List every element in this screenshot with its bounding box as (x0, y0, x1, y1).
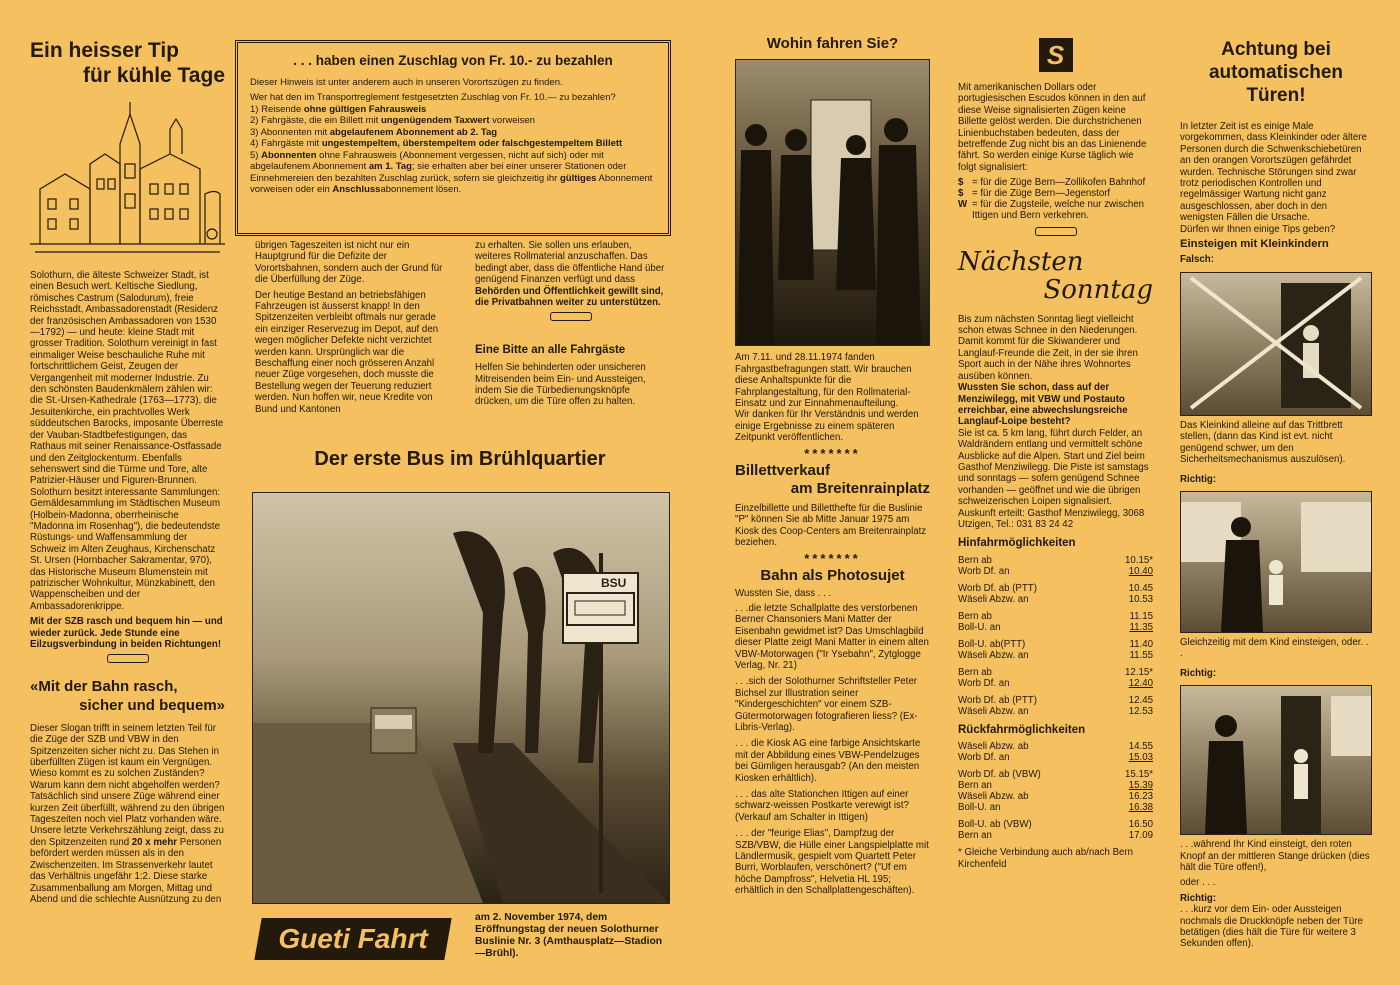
timetable-station: Worb Df. an (958, 565, 1010, 577)
caption-richtig-3: . . .kurz vor dem Ein- oder Aussteigen nochmals die Druckknöpfe neben der Türe betätigen (dies hält die Türe für weitere 3 Sekunden offen). (1180, 904, 1363, 950)
photo-richtig-2 (1180, 685, 1372, 835)
timetable-row (958, 555, 1153, 566)
timetable-row (958, 791, 1153, 802)
slogan-text2: Tatsächlich sind unsere Züge während einer kurzen Zeit überfüllt, während zu den übrigen Tageszeiten noch viel Platz vorhanden wäre. Unsere letzte Verkehrszählung zeigt, dass zu den Spitzenzeiten rund 20 x mehr Personen befördert werden müssen als in den Zwischenzeiten. Im Strassenverkehr lautet das Verhältnis ungefähr 1:2. Diese starke Zusammenballung am Morgen, Mittag und Abend und die schlechte Ausnützung zu den (30, 791, 225, 905)
timetable-station: Worb Df. ab (VBW) (958, 769, 1041, 781)
timetable-station: Bern ab (958, 666, 992, 678)
timetable-time: 11.35 (1129, 621, 1153, 633)
timetable-time: 11.55 (1129, 649, 1153, 661)
timetable-time: 16.23 (1128, 791, 1153, 803)
photosujet-item: . . . der "feurige Elias", Dampfzug der SZB/VBW, die Hülle einer Langspielplatte mit Ländlermusik, gespielt vom Quartett Peter Burri, Worblaufen, verschönert? ("Uf em höche Dampfross", Helvetia HL 195; erhältlich in den Schallplattengeschäften). (735, 828, 929, 897)
solothurn-text: Solothurn, die älteste Schweizer Stadt, ist einen Besuch wert. Keltische Siedlung, römisches Castrum (Salodurum), freie Reichsstadt, Ambassadorenstadt (Residenz der französischen Ambassadoren von 1530—1792) — und heute: kleine Stadt mit grosser Tradition. Solothurn vereinigt in fast einmaliger Weise beschauliche Ruhe mit fortschrittlichem Geist, Zeugen der Vergangenheit mit moderner Industrie. Zu den schönsten Baudenkmälern zählen wir: die St.-Ursen-Kathedrale (1763—1773), die Jesuitenkirche, ein prachtvolles Werk süddeutschen Barocks, imposante Überreste der Vauban-Stadtbefestigungen, das Rathaus mit seiner Renaissance-Ostfassade und den Zeitglockenturm. Ebenfalls sehenswert sind die Türme und Tore, alte Patrizier-Häuser und Figuren-Brunnen. Solothurn besitzt interessante Sammlungen: Gemäldesammlung im Städtischen Museum (Holbein-Madonna, oberrheinische "Madonna im Rosenhag"), die bedeutendste Rüstungs- und Waffensammlung der Schweiz im Alten Zeughaus, Kirchenschatz St. Ursen (Hornbacher Sakramentar, 970), das Historische Museum Blumenstein mit patrizischer Wohnkultur, Münzkabinett, den Wappenscheiben und der Ambassadorenkrippe. (30, 270, 224, 612)
timetable-time: 10.15* (1124, 554, 1153, 566)
slogan-title2: sicher und bequem» (79, 696, 225, 714)
timetable-time: 16.38 (1128, 802, 1153, 814)
timetable-station: Worb Df. ab (PTT) (958, 582, 1037, 594)
timetable-row (958, 780, 1153, 791)
signal-text: Mit amerikanischen Dollars oder portugiesischen Escudos können in den auf diese Weise signalisierten Zügen keine Billette gelöst werden. Die durchstrichenen Linienbuchstaben bedeuten, dass der betreffende Zug nicht bis an das Linienende fährt. So werden einige Kurse täglich wie folgt signalisiert: (958, 82, 1147, 173)
wohin-title: Wohin fahren Sie? (766, 35, 899, 52)
tueren-subtitle: Einsteigen mit Kleinkindern (1180, 238, 1329, 251)
stars-1: ******* (804, 445, 861, 461)
timetable-time: 10.53 (1128, 593, 1153, 605)
column-wohin (735, 35, 930, 902)
timetable-station: Wäseli Abzw. ab (958, 741, 1029, 753)
tueren-text: In letzter Zeit ist es einige Male vorgekommen, dass Kleinkinder oder ältere Personen durch die Schwenkschiebetüren an den orangen Vorortszügen gefährdet wurden. Technische Störungen sind zwar trotz periodischen Kontrollen und regelmässiger Wartung nicht ganz ausgeschlossen, aber doch in den wenigsten Fällen die Ursache. Dürfen wir Ihnen einige Tips geben? (1180, 121, 1367, 235)
timetable-station: Wäseli Abzw. ab (958, 791, 1029, 803)
dollar-logo: S (1039, 38, 1073, 72)
label-richtig-3: Richtig: (1180, 892, 1217, 904)
timetable-station: Wäseli Abzw. an (958, 593, 1029, 605)
timetable-row (958, 622, 1153, 633)
hinfahrt-table (958, 555, 1153, 717)
sonntag-text: Bis zum nächsten Sonntag liegt vielleicht schon etwas Schnee in den Niederungen. Damit kommt für die Skiwanderer und Langlauf-Freunde die Zeit, in der sie ihren Sport auch in der Nähe ihres Wohnortes ausüben können. (958, 313, 1138, 382)
timetable-station: Boll-U. an (958, 621, 1001, 633)
timetable-row (958, 752, 1153, 763)
caption-richtig-2: . . .während Ihr Kind einsteigt, den roten Knopf an der mittleren Stange drücken (dies hält die Türe offen!), (1180, 839, 1370, 873)
column-tueren (1180, 38, 1372, 954)
bus-caption: am 2. November 1974, dem Eröffnungstag der neuen Solothurner Buslinie Nr. 3 (Amthausplatz—Stadion—Brühl). (475, 912, 663, 959)
notice-question: Wer hat den im Transportreglement festgesetzten Zuschlag von Fr. 10.— zu bezahlen? (250, 92, 616, 103)
timetable-time: 16.50 (1128, 819, 1153, 831)
script-sonntag: Sonntag (1043, 274, 1153, 305)
notice-item-2: 2) Fahrgäste, die ein Billett mit ungenügendem Taxwert vorweisen (250, 115, 535, 126)
timetable-row (958, 566, 1153, 577)
timetable-time: 14.55 (1128, 741, 1153, 753)
timetable-station: Bern ab (958, 554, 992, 566)
timetable-station: Worb Df. an (958, 752, 1010, 764)
timetable-time: 10.40 (1128, 565, 1153, 577)
timetable-row (958, 577, 1153, 594)
hinfahrt-title: Hinfahrmöglichkeiten (958, 537, 1076, 550)
timetable-row (958, 661, 1153, 678)
column-bestand (255, 240, 448, 419)
label-richtig: Richtig: (1180, 473, 1217, 485)
column-solothurn (30, 38, 225, 905)
timetable-time: 12.40 (1128, 677, 1153, 689)
label-richtig-2: Richtig: (1180, 667, 1217, 679)
label-falsch: Falsch: (1180, 254, 1214, 266)
timetable-row (958, 594, 1153, 605)
notice-item-4: 4) Fahrgäste mit ungestempeltem, überstempeltem oder falschgestempeltem Billett (250, 138, 623, 149)
timetable-station: Worb Df. ab (PTT) (958, 694, 1037, 706)
bus-photo (252, 492, 670, 904)
photosujet-item: . . . die Kiosk AG eine farbige Ansichtskarte mit der Abbildung eines VBW-Pendelzuges bei Gümligen herausgab? (An den meisten Kiosken erhältlich). (735, 738, 921, 784)
timetable-time: 10.45 (1128, 582, 1153, 594)
photo-falsch (1180, 272, 1372, 416)
solothurn-bold: Mit der SZB rasch und bequem hin — und wieder zurück. Jede Stunde eine Eilzugsverbindung in beiden Richtungen! (30, 616, 223, 650)
timetable-row (958, 633, 1153, 650)
script-naechsten: Nächsten (958, 246, 1084, 277)
timetable-station: Boll-U. ab (VBW) (958, 819, 1032, 831)
timetable-station: Bern an (958, 780, 992, 792)
photosujet-item: . . . das alte Stationchen Ittigen auf einer schwarz-weissen Postkarte verewigt ist? (Verkauf am Schalter in Ittigen) (735, 789, 909, 823)
timetable-time: 11.40 (1129, 638, 1153, 650)
timetable-station: Wäseli Abzw. an (958, 649, 1029, 661)
sonntag-text2: Sie ist ca. 5 km lang, führt durch Felder, an Waldrändern entlang und vermittelt schöne Ausblicke auf die Alpen. Start und Ziel beim Gasthof Menziwilegg. Die Piste ist samstags und sonntags — sofern genügend Schnee vorhanden — geöffnet und wie die übrigen schweizerischen Loipen signalisiert. (958, 427, 1149, 508)
timetable-station: Wäseli Abzw. an (958, 705, 1029, 717)
wohin-text: Am 7.11. und 28.11.1974 fanden Fahrgastbefragungen statt. Wir brauchen diese Anhaltspunkte für die Fahrplangestaltung, für den Rollmaterial-Einsatz und zur Einnahmenaufteilung. Wir danken für Ihr Verständnis und werden einige Ergebnisse zu einem späteren Zeitpunkt veröffentlichen. (735, 352, 919, 444)
timetable-time: 12.45 (1128, 694, 1153, 706)
timetable-time: 12.53 (1128, 705, 1153, 717)
bus-title: Der erste Bus im Brühlquartier (314, 448, 606, 470)
tueren-title1: Achtung bei (1221, 39, 1331, 60)
timetable-station: Boll-U. ab(PTT) (958, 638, 1026, 650)
timetable-row (958, 802, 1153, 813)
label-oder: oder . . . (1180, 877, 1216, 889)
bitte-text: Helfen Sie behinderten oder unsicheren Mitreisenden beim Ein- und Aussteigen, indem Sie die Türbedienungsknöpfe drücken, um die Türe offen zu halten. (475, 362, 646, 408)
timetable-time: 11.15 (1129, 610, 1153, 622)
timetable-row (958, 689, 1153, 706)
column-bitte (475, 240, 667, 412)
caption-falsch: Das Kleinkind alleine auf das Trittbrett stellen, (dann das Kind ist evt. nicht genügend schwer, um den Sicherheitsmechanismus auszulösen). (1180, 419, 1346, 466)
bitte-text1: zu erhalten. Sie sollen uns erlauben, weiteres Rollmaterial anzuschaffen. Das bedingt aber, dass die öffentliche Hand über genügend Finanzen verfügt und dass Behörden und Öffentlichkeit gewillt sind, die Privatbahnen weiter zu unterstützen. (475, 240, 665, 309)
photosujet-list (735, 603, 930, 897)
timetable-time: 15.39 (1128, 780, 1153, 792)
notice-box (235, 40, 671, 236)
stars-2: ******* (804, 550, 861, 566)
slogan-title1: «Mit der Bahn rasch, (30, 677, 178, 695)
notice-item-3: 3) Abonnenten mit abgelaufenem Abonnement ab 2. Tag (250, 126, 498, 138)
timetable-row (958, 763, 1153, 780)
timetable-time: 15.03 (1128, 752, 1153, 764)
timetable-station: Bern an (958, 830, 992, 842)
timetable-time: 17.09 (1128, 830, 1153, 842)
bitte-title: Eine Bitte an alle Fahrgäste (475, 343, 626, 356)
bestand-text2: Der heutige Bestand an betriebsfähigen Fahrzeugen ist äusserst knapp! In den Spitzenzeiten verbleibt oftmals nur gerade ein einziger Reservezug im Depot, auf den wegen möglicher Defekte nicht verzichtet werden kann. Ursprünglich war die Beschaffung einer noch grösseren Anzahl neuer Züge vorgesehen, doch musste die Bestellung wegen der Teuerung reduziert werden. Nun hoffen wir, neue Kredite von Bund und Kantonen (255, 289, 439, 415)
timetable-time: 15.15* (1124, 769, 1153, 781)
survey-photo (735, 59, 930, 346)
gueti-fahrt-logo: Gueti Fahrt (254, 918, 451, 960)
solothurn-illustration (30, 94, 225, 264)
title-line2: für kühle Tage (83, 64, 225, 87)
timetable-row (958, 650, 1153, 661)
timetable-row (958, 605, 1153, 622)
auskunft: Auskunft erteilt: Gasthof Menziwilegg, 3068 Utzigen, Tel.: 031 83 24 42 (958, 507, 1145, 530)
notice-intro: Dieser Hinweis ist unter anderem auch in unseren Vorortszügen zu finden. (250, 76, 563, 88)
signal-table: $ = für die Züge Bern—Zollikofen Bahnhof $ = für die Züge Bern—Jegenstorf W = für die Zugsteile, welche nur zwischen Ittigen und Bern verkehren. (958, 177, 1146, 222)
footnote: * Gleiche Verbindung auch ab/nach Bern Kirchenfeld (958, 847, 1134, 870)
tueren-title2: automatischen Türen! (1208, 62, 1344, 106)
billett-title2: am Breitenrainplatz (790, 480, 930, 498)
billett-title1: Billettverkauf (735, 462, 831, 480)
slogan-text: Dieser Slogan trifft in seinem letzten Teil für die Züge der SZB und VBW in den Spitzenzeiten sicher nicht zu. Das Stehen in überfüllten Zügen ist kaum ein Vergnügen. Wieso kommt es zu solchen Zuständen? Warum kann dem nicht abgeholfen werden? (30, 722, 220, 791)
timetable-station: Worb Df. an (958, 677, 1010, 689)
bus-sign: BSU (601, 576, 627, 590)
timetable-station: Boll-U. an (958, 802, 1001, 814)
timetable-time: 12.15* (1124, 666, 1153, 678)
photo-richtig-1 (1180, 491, 1372, 633)
timetable-row (958, 678, 1153, 689)
billett-text: Einzelbillette und Billetthefte für die Buslinie "P" können Sie ab Mitte Januar 1975 am Kiosk des Coop-Centers am Breitenrainplatz beziehen. (735, 503, 927, 549)
timetable-row (958, 706, 1153, 717)
rueckfahrt-title: Rückfahrmöglichkeiten (958, 723, 1086, 736)
sonntag-bold: Wussten Sie schon, dass auf der Menziwilegg, mit VBW und Postauto erreichbar, eine abwechslungsreiche Langlauf-Loipe besteht? (958, 382, 1128, 428)
timetable-row (958, 830, 1153, 841)
photosujet-item: . . .die letzte Schallplatte des verstorbenen Berner Chansoniers Mani Matter der Eisenbahn gewidmet ist? Das Umschlagbild dieser Platte zeigt Mani Matter in einem alten VBW-Motorwagen ("Ir Ysebahn", Zytglogge Verlag, Nr. 21) (735, 602, 929, 671)
timetable-row (958, 813, 1153, 830)
notice-item-5: 5) Abonnenten ohne Fahrausweis (Abonnement vergessen, nicht auf sich) oder mit abgelaufenem Abonnement am 1. Tag; sie erhalten aber bei einer unserer Stationen oder Einnehmereien den bezahlten Zuschlag zurück, sofern sie gleichzeitig ihr gültiges Abonnement vorweisen oder ein Anschlussabonnement lösen. (250, 149, 653, 195)
rueckfahrt-table (958, 741, 1153, 841)
timetable-row (958, 741, 1153, 752)
bestand-text1: übrigen Tageszeiten ist nicht nur ein Hauptgrund für die Defizite der Vorortsbahnen, sondern auch der Grund für die Überfüllung der Züge. (255, 240, 443, 286)
notice-item-1: 1) Reisende ohne gültigen Fahrausweis (250, 103, 427, 115)
separator (958, 227, 1153, 239)
column-sonntag (958, 38, 1153, 874)
separator (30, 654, 225, 666)
title-line1: Ein heisser Tip (30, 39, 179, 62)
notice-title: . . . haben einen Zuschlag von Fr. 10.- zu bezahlen (293, 53, 613, 68)
caption-richtig-1: Gleichzeitig mit dem Kind einsteigen, oder. . . (1180, 636, 1369, 660)
photosujet-item: . . .sich der Solothurner Schriftsteller Peter Bichsel zur Illustration seiner "Kindergeschichten" vor einem SZB-Gütermotorwagen fotografieren liess? (Ex-Libris-Verlag). (735, 676, 918, 733)
separator (475, 312, 667, 324)
photosujet-intro: Wussten Sie, dass . . . (735, 587, 832, 599)
photosujet-title: Bahn als Photosujet (760, 567, 905, 585)
timetable-station: Bern ab (958, 610, 992, 622)
